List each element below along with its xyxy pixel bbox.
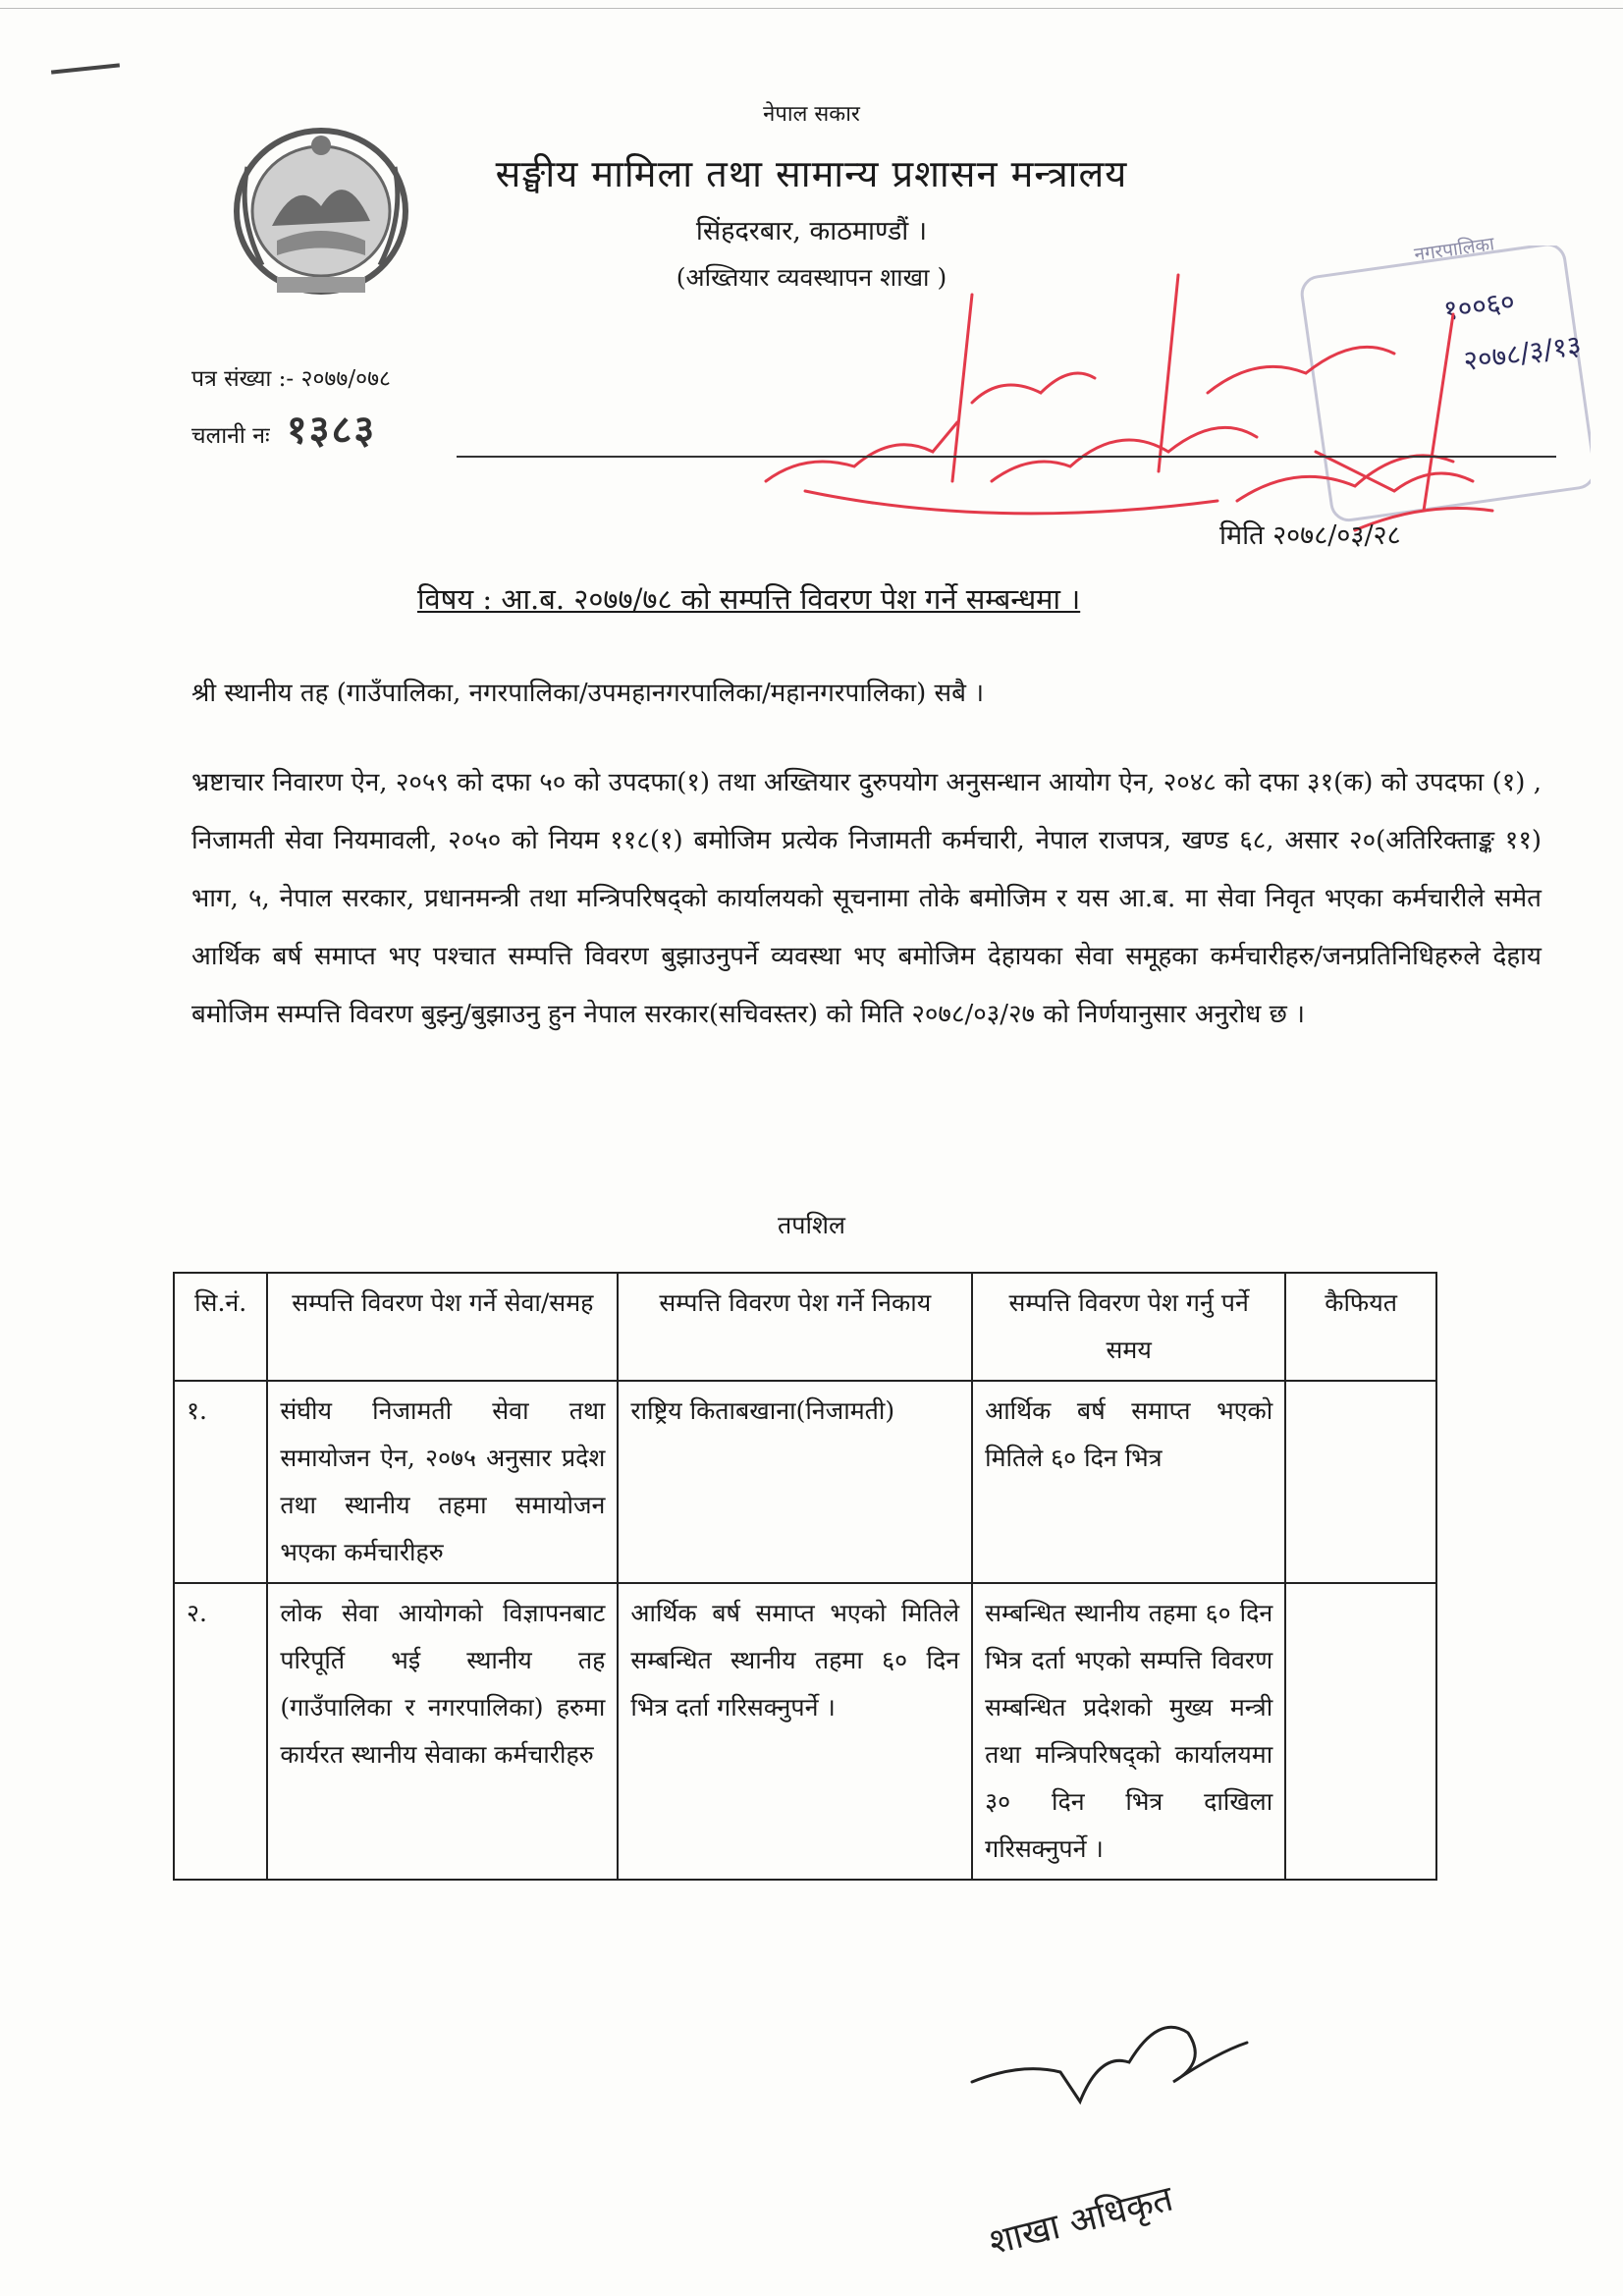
- dispatch-number: [191, 401, 376, 455]
- cell-sn: २.: [174, 1583, 267, 1880]
- pen-mark: [51, 63, 120, 74]
- cell-sn: १.: [174, 1381, 267, 1583]
- body-paragraph: भ्रष्टाचार निवारण ऐन, २०५९ को दफा ५० को उपदफा(१) तथा अख्तियार दुरुपयोग अनुसन्धान आयोग ऐन, २०४८ को दफा ३१(क) को उपदफा (१) , निजामती सेवा नियमावली, २०५० को नियम ११८(१) बमोजिम प्रत्येक निजामती कर्मचारी, नेपाल राजपत्र, खण्ड ६८, असार २०(अतिरिक्ताङ्क ११) भाग, ५, नेपाल सरकार, प्रधानमन्त्री तथा मन्त्रिपरिषद्को कार्यालयको सूचनामा तोके बमोजिम र यस आ.ब. मा सेवा निवृत भएका कर्मचारीले समेत आर्थिक बर्ष समाप्त भए पश्चात सम्पत्ति विवरण बुझाउनुपर्ने व्यवस्था भए बमोजिम देहायका सेवा समूहका कर्मचारीहरु/जनप्रतिनिधिहरुले देहाय बमोजिम सम्पत्ति विवरण बुझ्नु/बुझाउनु हुन नेपाल सरकार(सचिवस्तर) को मिति २०७८/०३/२७ को निर्णयानुसार अनुरोध छ ।: [191, 768, 1542, 1029]
- top-edge-line: [0, 8, 1623, 9]
- handwritten-annotation-icon: [746, 255, 1522, 570]
- subject-line: विषय : आ.ब. २०७७/७८ को सम्पत्ति विवरण पेश गर्ने सम्बन्धमा ।: [417, 582, 1081, 616]
- cell-remarks: [1285, 1583, 1436, 1880]
- stamp-reg-no: १००६०: [1441, 285, 1517, 327]
- stamp-reg-date: २०७८/३/१३: [1461, 328, 1584, 378]
- column-header-service: सम्पत्ति विवरण पेश गर्ने सेवा/समह: [267, 1273, 618, 1381]
- cell-time: सम्बन्धित स्थानीय तहमा ६० दिन भित्र दर्ता भएको सम्पत्ति विवरण सम्बन्धित प्रदेशको मुख्य मन्त्री तथा मन्त्रिपरिषद्को कार्यालयमा ३० दिन भित्र दाखिला गरिसक्नुपर्ने ।: [972, 1583, 1285, 1880]
- cell-time: आर्थिक बर्ष समाप्त भएको मितिले ६० दिन भित्र: [972, 1381, 1285, 1583]
- cell-remarks: [1285, 1381, 1436, 1583]
- table-header-row: [174, 1273, 1436, 1381]
- ministry-address: सिंहदरबार, काठमाण्डौं ।: [695, 216, 928, 246]
- cell-body: राष्ट्रिय किताबखाना(निजामती): [618, 1381, 972, 1583]
- schedule-table: [173, 1272, 1437, 1881]
- letter-number: [191, 361, 391, 393]
- government-name: नेपाल सकार: [763, 102, 860, 127]
- column-header-time: सम्पत्ति विवरण पेश गर्नु पर्ने समय: [972, 1273, 1285, 1381]
- header-divider: [457, 456, 1556, 458]
- column-header-remarks: कैफियत: [1285, 1273, 1436, 1381]
- letter-date: मिति २०७८/०३/२८: [1219, 520, 1401, 551]
- cell-service: संघीय निजामती सेवा तथा समायोजन ऐन, २०७५ अनुसार प्रदेश तथा स्थानीय तहमा समायोजन भएका कर्मचारीहरु: [267, 1381, 618, 1583]
- letter-number-label: पत्र संख्या :-: [191, 366, 295, 392]
- column-header-sn: सि.नं.: [174, 1273, 267, 1381]
- column-header-body: सम्पत्ति विवरण पेश गर्ने निकाय: [618, 1273, 972, 1381]
- cell-service: लोक सेवा आयोगको विज्ञापनबाट परिपूर्ति भई स्थानीय तह (गाउँपालिका र नगरपालिका) हरुमा कार्यरत स्थानीय सेवाका कर्मचारीहरु: [267, 1583, 618, 1880]
- table-row: [174, 1583, 1436, 1880]
- addressee: श्री स्थानीय तह (गाउँपालिका, नगरपालिका/उपमहानगरपालिका/महानगरपालिका) सबै ।: [191, 679, 985, 708]
- signature-icon: [962, 1994, 1257, 2131]
- letter-number-value: २०७७/०७८: [300, 366, 391, 392]
- ministry-name: सङ्घीय मामिला तथा सामान्य प्रशासन मन्त्रालय: [495, 152, 1128, 195]
- signatory-designation: शाखा अधिकृत: [985, 2178, 1177, 2264]
- dispatch-number-label: चलानी नः: [191, 423, 270, 449]
- dispatch-number-value: १३८३: [286, 408, 377, 453]
- schedule-title: तपशिल: [778, 1211, 845, 1239]
- cell-body: आर्थिक बर्ष समाप्त भएको मितिले सम्बन्धित स्थानीय तहमा ६० दिन भित्र दर्ता गरिसक्नुपर्ने ।: [618, 1583, 972, 1880]
- table-row: [174, 1381, 1436, 1583]
- stamp-municipality: नगरपालिका: [1413, 233, 1496, 266]
- section-name: (अख्तियार व्यवस्थापन शाखा ): [676, 263, 947, 292]
